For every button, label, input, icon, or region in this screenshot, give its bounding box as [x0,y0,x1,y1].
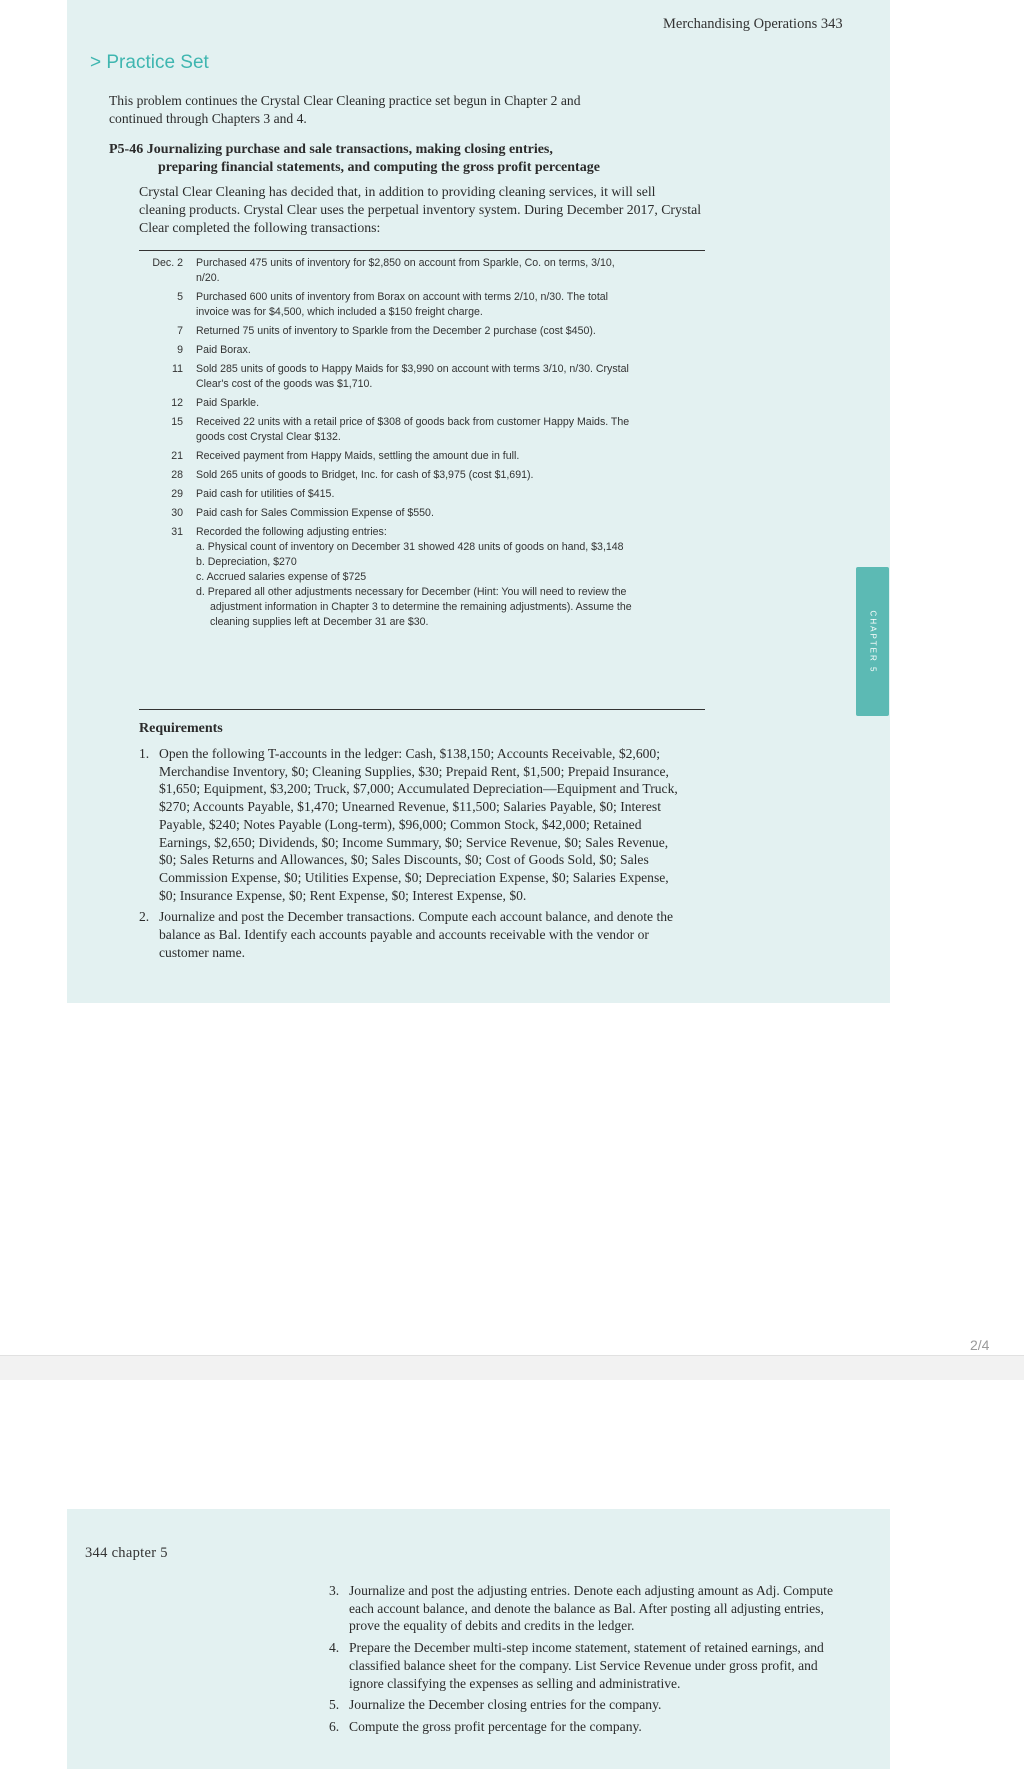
requirement-item [139,745,705,904]
textbook-page-343 [67,0,890,1003]
table-rule-top [139,250,705,251]
transaction-row [139,343,705,358]
page-separator [0,1355,1024,1380]
transaction-text: Returned 75 units of inventory to Sparkle from the December 2 purchase (cost $450). [196,325,596,337]
transaction-row-adjusting [139,525,705,630]
requirement-text: Journalize and post the December transactions. Compute each account balance, and denote the balance as Bal. Identify each accounts payable and accounts receivable with the vendor or customer name. [159,909,674,960]
requirement-text: Journalize and post the adjusting entries. Denote each adjusting amount as Adj. Compute each account balance, and denote the balance as Bal. After posting all adjusting entries, prove the equality of debits and credits in the ledger. [349,1583,833,1634]
transaction-text: Paid Sparkle. [196,397,260,409]
transaction-text: Received 22 units with a retail price of $308 of goods back from customer Happy Maids. The goods cost Crystal Clear $132. [196,416,630,443]
requirement-item [329,1582,849,1635]
requirement-item [139,908,705,961]
adjusting-entry: d. Prepared all other adjustments necessary for December (Hint: You will need to review the adjustment information in Chapter 3 to determine the remaining adjustments). Assume the cleaning supplies left at December 31 are $30. [196,586,632,628]
problem-intro: Crystal Clear Cleaning has decided that, in addition to providing cleaning services, it will sell cleaning products. Crystal Clear uses the perpetual inventory system. During December 2017, Crystal Clear completed the following transactions: [139,184,702,235]
running-head: Merchandising Operations 343 [663,16,843,32]
adjusting-entry: c. Accrued salaries expense of $725 [196,571,367,583]
textbook-page-344 [67,1509,890,1769]
requirement-text: Prepare the December multi-step income statement, statement of retained earnings, and classified balance sheet for the company. List Service Revenue under gross profit, and ignore classifying the expenses as selling and administrative. [349,1640,824,1691]
transaction-text: Purchased 600 units of inventory from Borax on account with terms 2/10, n/30. The total invoice was for $4,500, which included a $150 freight charge. [196,291,609,318]
page-indicator: 2/4 [970,1337,990,1353]
running-head: 344 chapter 5 [85,1545,168,1561]
requirement-text: Open the following T-accounts in the ledger: Cash, $138,150; Accounts Receivable, $2,600; Merchandise Inventory, $0; Cleaning Supplies, $30; Prepaid Rent, $1,500; Prepaid Insurance, $1,650; Equipment, $3,200; Truck, $7,000; Accumulated Depreciation—Equipment and Truck, $270; Accounts Payable, $1,470; Unearned Revenue, $11,500; Salaries Payable, $0; Interest Payable, $240; Notes Payable (Long-term), $96,000; Common Stock, $42,000; Retained Earnings, $2,650; Dividends, $0; Income Summary, $0; Service Revenue, $0; Sales Revenue, $0; Sales Returns and Allowances, $0; Sales Discounts, $0; Cost of Goods Sold, $0; Sales Commission Expense, $0; Utilities Expense, $0; Depreciation Expense, $0; Salaries Expense, $0; Insurance Expense, $0; Rent Expense, $0; Interest Expense, $0. [159,746,678,903]
transaction-date: Dec. 2 [152,257,183,269]
transaction-date: 9 [177,344,183,356]
transaction-row [139,487,705,502]
transaction-date: 15 [171,416,183,428]
requirement-number: 4. [329,1640,340,1656]
requirement-text: Compute the gross profit percentage for the company. [349,1718,642,1734]
transaction-text: Paid cash for Sales Commission Expense of $550. [196,507,434,519]
transaction-text: Received payment from Happy Maids, settling the amount due in full. [196,450,520,462]
requirement-item [329,1639,849,1692]
adjusting-entry: b. Depreciation, $270 [196,556,297,568]
problem-heading-line2: preparing financial statements, and computing the gross profit percentage [158,160,600,175]
transaction-date: 5 [177,291,183,303]
adjusting-entry-list [196,540,632,630]
section-title: > Practice Set [90,52,209,73]
problem-heading-line1: P5-46 Journalizing purchase and sale transactions, making closing entries, [109,142,553,157]
transaction-text: Paid Borax. [196,344,251,356]
requirement-number: 6. [329,1718,340,1734]
requirements-list [329,1582,849,1740]
transaction-row [139,290,705,320]
requirement-item [329,1718,849,1736]
problem-heading [109,141,669,177]
requirements-list [139,745,705,965]
transaction-date: 31 [171,526,183,538]
transaction-date: 21 [171,450,183,462]
transaction-row [139,362,705,392]
transaction-row [139,468,705,483]
transaction-date: 30 [171,507,183,519]
transaction-list [139,256,705,634]
transaction-date: 28 [171,469,183,481]
transaction-row [139,396,705,411]
adjusting-intro: Recorded the following adjusting entries: [196,526,387,538]
transaction-text [196,525,632,630]
intro-paragraph: This problem continues the Crystal Clear Cleaning practice set begun in Chapter 2 and continued through Chapters 3 and 4. [109,93,581,126]
requirements-heading: Requirements [139,721,223,736]
transaction-row [139,324,705,339]
requirement-number: 1. [139,746,150,761]
requirement-number: 3. [329,1583,340,1598]
requirement-item [329,1696,849,1714]
transaction-row [139,415,705,445]
requirement-number: 5. [329,1697,340,1713]
table-rule-bottom [139,709,705,710]
adjusting-entry: a. Physical count of inventory on December 31 showed 428 units of goods on hand, $3,148 [196,541,624,553]
transaction-text: Sold 265 units of goods to Bridget, Inc. for cash of $3,975 (cost $1,691). [196,469,534,481]
transaction-text: Purchased 475 units of inventory for $2,850 on account from Sparkle, Co. on terms, 3/10, n/20. [196,257,615,284]
requirement-text: Journalize the December closing entries for the company. [349,1697,662,1713]
transaction-row [139,506,705,521]
transaction-date: 11 [172,363,183,375]
transaction-date: 29 [171,488,183,500]
transaction-date: 7 [177,325,183,337]
chapter-tab-label: CHAPTER 5 [868,610,877,673]
transaction-text: Paid cash for utilities of $415. [196,488,335,500]
requirement-number: 2. [139,909,150,925]
transaction-text: Sold 285 units of goods to Happy Maids for $3,990 on account with terms 3/10, n/30. Crystal Clear's cost of the goods was $1,710. [196,363,629,390]
transaction-row [139,256,705,286]
chapter-tab [856,567,889,716]
transaction-row [139,449,705,464]
transaction-date: 12 [171,397,183,409]
